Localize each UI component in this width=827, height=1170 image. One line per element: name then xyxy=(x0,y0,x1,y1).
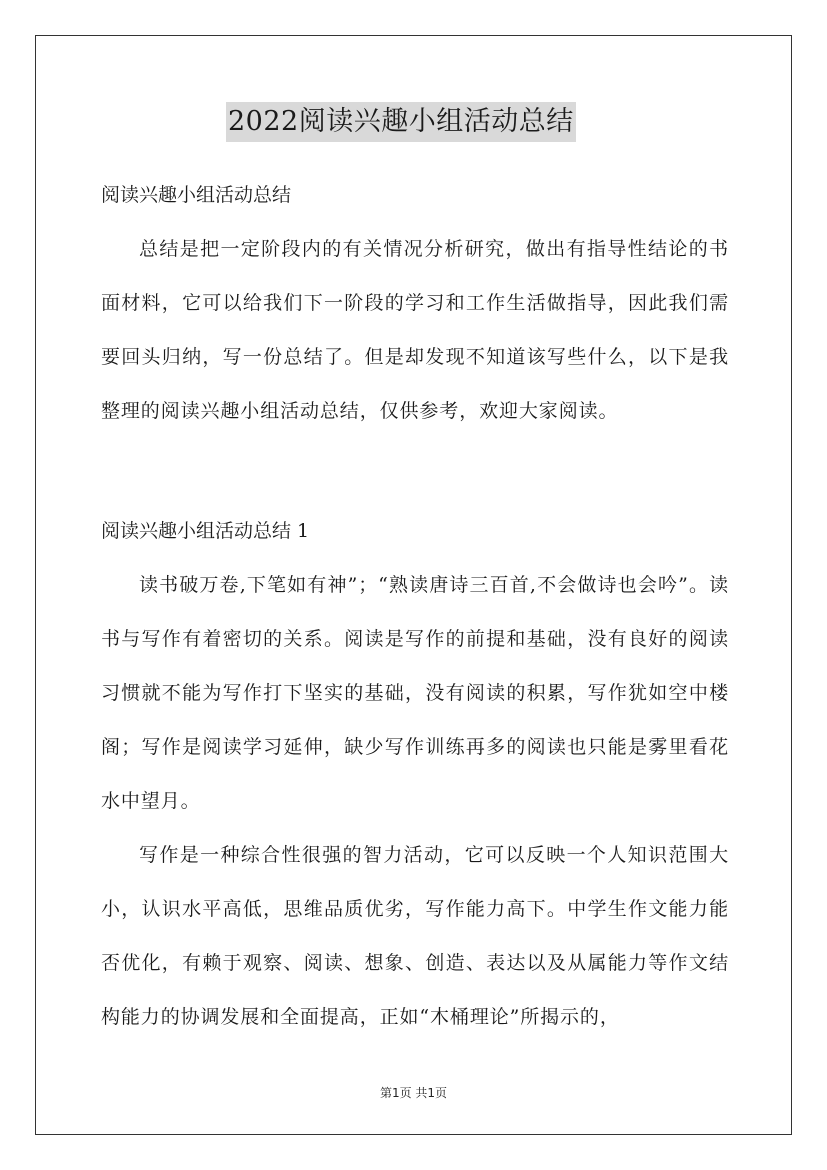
section1-heading: 阅读兴趣小组活动总结 1 xyxy=(101,520,310,542)
section-spacer xyxy=(101,438,729,504)
intro-heading: 阅读兴趣小组活动总结 xyxy=(101,184,292,206)
document-title: 2022阅读兴趣小组活动总结 xyxy=(226,102,576,142)
document-body xyxy=(101,168,729,1044)
section1-paragraph: 读书破万卷,下笔如有神”；“熟读唐诗三百首,不会做诗也会吟”。读书与写作有着密切的关系。阅读是写作的前提和基础，没有良好的阅读习惯就不能为写作打下坚实的基础，没有阅读的积累，写作犹如空中楼阁；写作是阅读学习延伸，缺少写作训练再多的阅读也只能是雾里看花水中望月。 xyxy=(101,574,729,812)
section1-paragraph: 写作是一种综合性很强的智力活动，它可以反映一个人知识范围大小，认识水平高低，思维品质优劣，写作能力高下。中学生作文能力能否优化，有赖于观察、阅读、想象、创造、表达以及从属能力等作文结构能力的协调发展和全面提高，正如“木桶理论”所揭示的， xyxy=(101,844,729,1028)
page-number-footer: 第1页 共1页 xyxy=(379,1086,448,1100)
intro-paragraph: 总结是把一定阶段内的有关情况分析研究，做出有指导性结论的书面材料，它可以给我们下一阶段的学习和工作生活做指导，因此我们需要回头归纳，写一份总结了。但是却发现不知道该写些什么，以下是我整理的阅读兴趣小组活动总结，仅供参考，欢迎大家阅读。 xyxy=(101,238,729,422)
